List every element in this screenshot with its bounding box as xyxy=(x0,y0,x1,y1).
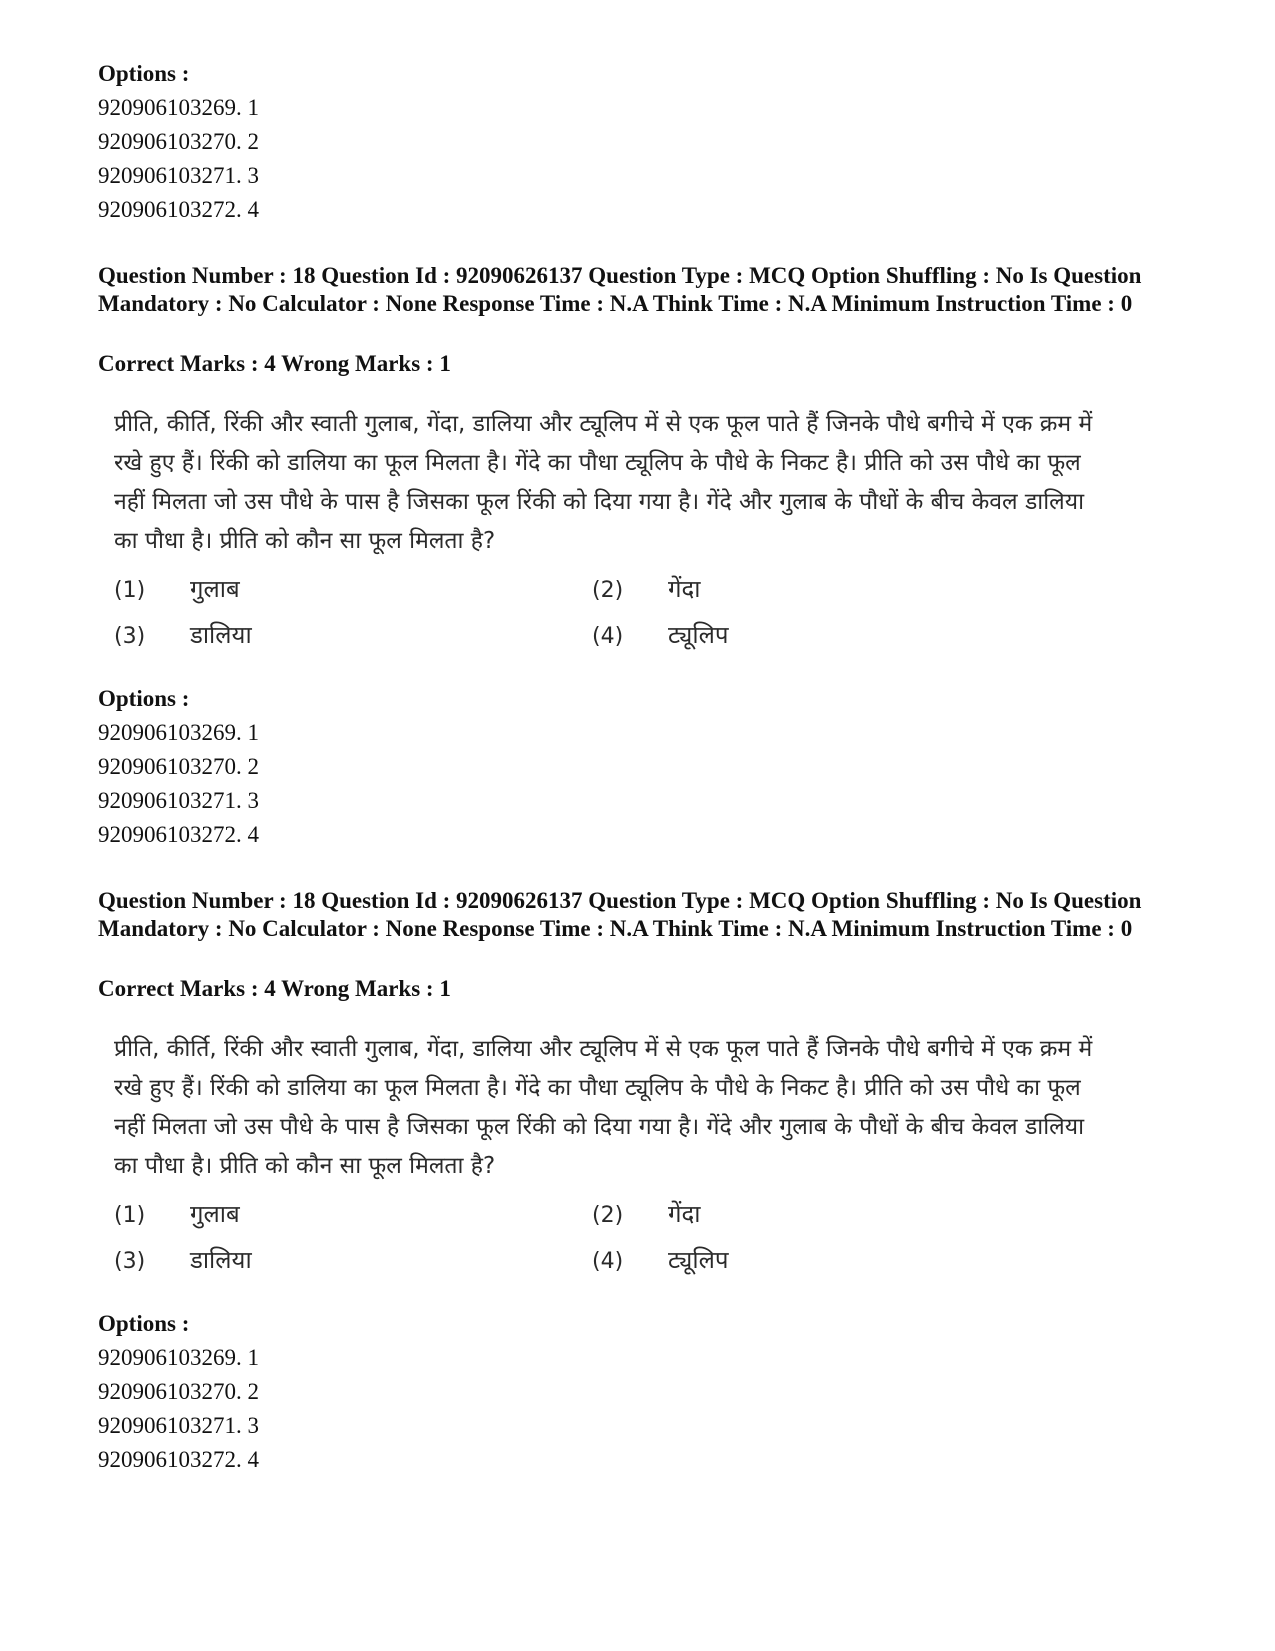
options-heading: Options : xyxy=(98,61,190,86)
choice-item xyxy=(114,1243,252,1276)
choice-text: गुलाब xyxy=(190,1200,240,1228)
choice-item xyxy=(114,572,240,605)
choice-number: (3) xyxy=(114,624,146,649)
option-id: 920906103270. 2 xyxy=(98,754,259,779)
answer-choices xyxy=(114,1197,754,1297)
question-marks: Correct Marks : 4 Wrong Marks : 1 xyxy=(98,976,451,1001)
choice-number: (1) xyxy=(114,1203,146,1228)
choice-number: (3) xyxy=(114,1249,146,1274)
option-id: 920906103270. 2 xyxy=(98,129,259,154)
option-id: 920906103272. 4 xyxy=(98,1447,259,1472)
choice-item xyxy=(592,1243,728,1276)
choice-item xyxy=(592,618,728,651)
question-text: प्रीति, कीर्ति, रिंकी और स्वाती गुलाब, गेंदा, डालिया और ट्यूलिप में से एक फूल पाते हैं जिनके पौधे बगीचे में एक क्रम में रखे हुए हैं। रिंकी को डालिया का फूल मिलता है। गेंदे का पौधा ट्यूलिप के पौधे के निकट है। प्रीति को उस पौधे का फूल नहीं मिलता जो उस पौधे के पास है जिसका फूल रिंकी को दिया गया है। गेंदे और गुलाब के पौधों के बीच केवल डालिया का पौधा है। प्रीति को कौन सा फूल मिलता है? xyxy=(114,1036,1093,1179)
choice-number: (4) xyxy=(592,1249,624,1274)
options-heading: Options : xyxy=(98,1311,190,1336)
choice-number: (1) xyxy=(114,578,146,603)
option-id: 920906103272. 4 xyxy=(98,822,259,847)
option-id: 920906103272. 4 xyxy=(98,197,259,222)
question-meta: Question Number : 18 Question Id : 92090626137 Question Type : MCQ Option Shuffling : No Is Question Mandatory : No Calculator : None Response Time : N.A Think Time : N.A Minimum Instruction Time : 0 xyxy=(98,263,1142,316)
option-id: 920906103271. 3 xyxy=(98,788,259,813)
question-meta: Question Number : 18 Question Id : 92090626137 Question Type : MCQ Option Shuffling : No Is Question Mandatory : No Calculator : None Response Time : N.A Think Time : N.A Minimum Instruction Time : 0 xyxy=(98,888,1142,941)
options-list xyxy=(98,716,259,852)
option-id: 920906103270. 2 xyxy=(98,1379,259,1404)
answer-choices xyxy=(114,572,754,672)
choice-number: (2) xyxy=(592,578,624,603)
choice-text: डालिया xyxy=(190,621,252,649)
options-list xyxy=(98,91,259,227)
choice-text: गेंदा xyxy=(668,575,701,603)
choice-text: गुलाब xyxy=(190,575,240,603)
choice-text: गेंदा xyxy=(668,1200,701,1228)
choice-text: ट्यूलिप xyxy=(668,1246,729,1274)
choice-number: (4) xyxy=(592,624,624,649)
choice-item xyxy=(114,1197,240,1230)
question-text: प्रीति, कीर्ति, रिंकी और स्वाती गुलाब, गेंदा, डालिया और ट्यूलिप में से एक फूल पाते हैं जिनके पौधे बगीचे में एक क्रम में रखे हुए हैं। रिंकी को डालिया का फूल मिलता है। गेंदे का पौधा ट्यूलिप के पौधे के निकट है। प्रीति को उस पौधे का फूल नहीं मिलता जो उस पौधे के पास है जिसका फूल रिंकी को दिया गया है। गेंदे और गुलाब के पौधों के बीच केवल डालिया का पौधा है। प्रीति को कौन सा फूल मिलता है? xyxy=(114,411,1093,554)
options-heading: Options : xyxy=(98,686,190,711)
option-id: 920906103269. 1 xyxy=(98,720,259,745)
option-id: 920906103269. 1 xyxy=(98,1345,259,1370)
option-id: 920906103269. 1 xyxy=(98,95,259,120)
choice-item xyxy=(592,1197,700,1230)
options-list xyxy=(98,1341,259,1477)
choice-number: (2) xyxy=(592,1203,624,1228)
question-marks: Correct Marks : 4 Wrong Marks : 1 xyxy=(98,351,451,376)
option-id: 920906103271. 3 xyxy=(98,1413,259,1438)
choice-text: डालिया xyxy=(190,1246,252,1274)
choice-item xyxy=(114,618,252,651)
option-id: 920906103271. 3 xyxy=(98,163,259,188)
choice-text: ट्यूलिप xyxy=(668,621,729,649)
choice-item xyxy=(592,572,700,605)
